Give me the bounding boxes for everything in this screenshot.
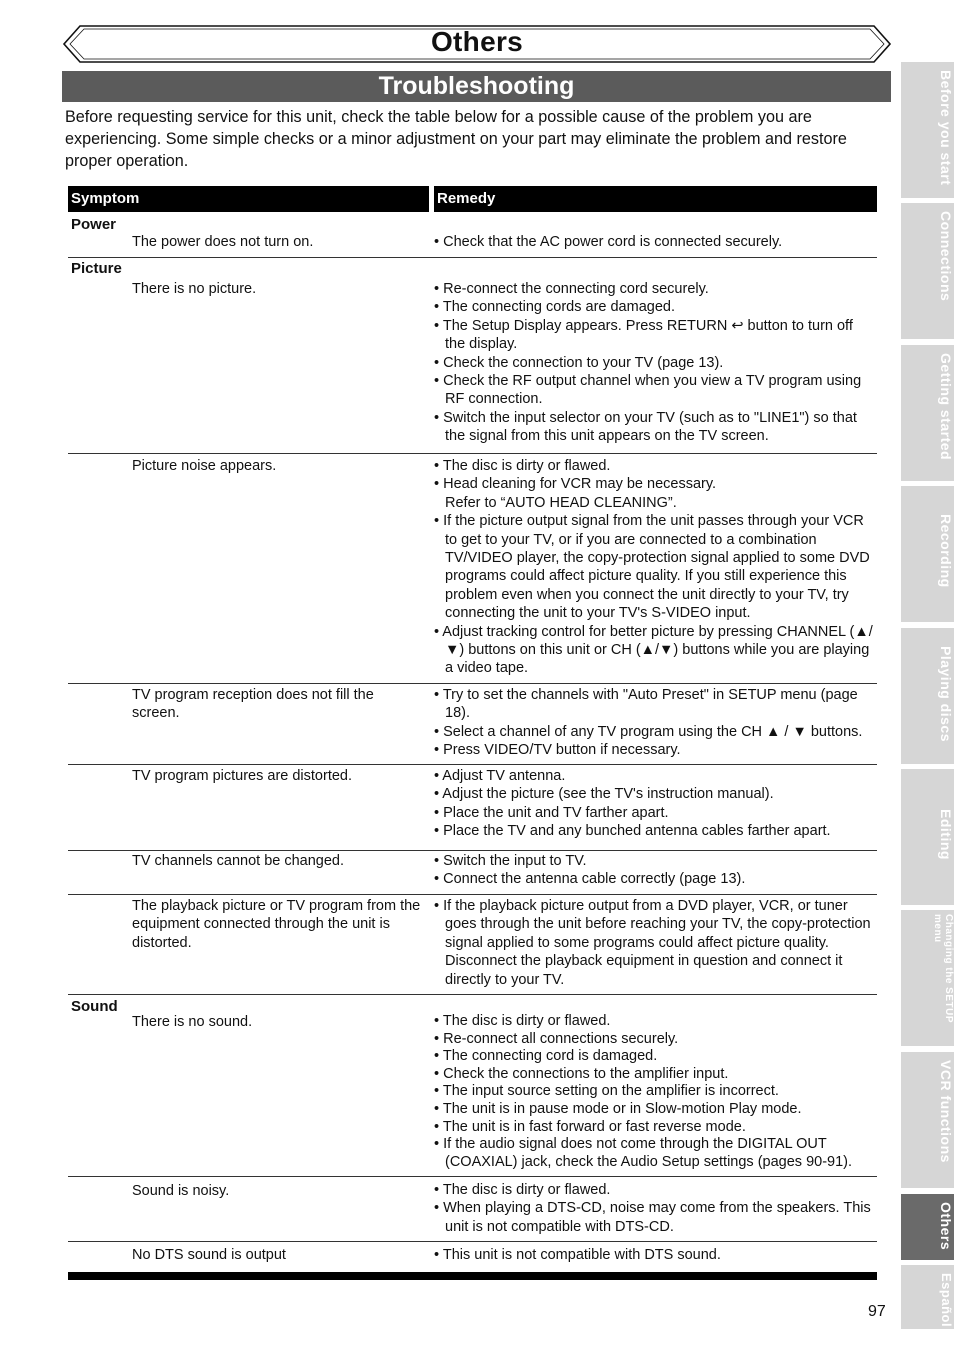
remedy-item: • If the audio signal does not come through the DIGITAL OUT (COAXIAL) jack, check the Audio Setup settings (pages 90-91). <box>434 1136 853 1170</box>
symptom-cell: TV program reception does not fill the screen. <box>132 687 374 722</box>
remedy-item: • Press VIDEO/TV button if necessary. <box>434 742 681 759</box>
side-tab-others[interactable]: Others <box>901 1194 954 1260</box>
remedy-cell <box>434 1246 876 1264</box>
row-divider <box>68 850 877 851</box>
row-divider <box>68 257 877 258</box>
remedy-item: • Re-connect the connecting cord securely. <box>434 281 709 297</box>
remedy-item: • Place the TV and any bunched antenna cables farther apart. <box>434 823 831 840</box>
symptom-cell: TV channels cannot be changed. <box>132 853 345 869</box>
side-tab-vcr-functions[interactable]: VCR functions <box>901 1052 954 1188</box>
row-divider <box>68 994 877 995</box>
symptom-cell: TV program pictures are distorted. <box>132 768 353 784</box>
row-divider <box>68 1241 877 1242</box>
remedy-item: • Check that the AC power cord is connected securely. <box>434 234 783 250</box>
row-divider <box>68 1176 877 1177</box>
symptom-cell: Sound is noisy. <box>132 1183 230 1199</box>
side-tab-connections[interactable]: Connections <box>901 203 954 339</box>
remedy-item: • Check the connections to the amplifier input. <box>434 1065 729 1082</box>
symptom-cell: Picture noise appears. <box>132 458 277 474</box>
remedy-item: • The input source setting on the amplifier is incorrect. <box>434 1083 779 1100</box>
remedy-item: • If the picture output signal from the unit passes through your VCR to get to your TV, or if you are connected to a combination TV/VIDEO player, the copy-protection signal applied to some DVD programs could affect picture quality. If you still experience this problem even when you connect the unit directly to your TV, try connecting the unit to your TV's S-VIDEO input. <box>434 513 870 622</box>
remedy-cell <box>434 852 876 889</box>
row-divider <box>68 453 877 454</box>
remedy-item: • The disc is dirty or flawed. <box>434 1182 611 1198</box>
remedy-item: • Select a channel of any TV program using the CH ▲ / ▼ buttons. <box>434 723 863 740</box>
row-divider <box>68 683 877 684</box>
row-divider <box>68 894 877 895</box>
header-remedy: Remedy <box>434 186 877 212</box>
remedy-item: • Connect the antenna cable correctly (page 13). <box>434 871 746 888</box>
remedy-item: • Switch the input to TV. <box>434 853 587 869</box>
remedy-item: • Adjust tracking control for better picture by pressing CHANNEL (▲/▼) buttons on this unit or CH (▲/▼) buttons while you are playing a video tape. <box>434 623 873 677</box>
category-sound: Sound <box>71 998 118 1015</box>
symptom-cell: There is no picture. <box>132 281 257 297</box>
remedy-item: • Try to set the channels with "Auto Preset" in SETUP menu (page 18). <box>434 687 858 722</box>
remedy-item: • The unit is in fast forward or fast reverse mode. <box>434 1118 746 1135</box>
remedy-item: • Re-connect all connections securely. <box>434 1030 679 1047</box>
chapter-banner <box>62 24 892 64</box>
remedy-item: • Check the connection to your TV (page 13). <box>434 354 724 371</box>
remedy-item: • Place the unit and TV farther apart. <box>434 804 669 821</box>
remedy-item: • This unit is not compatible with DTS sound. <box>434 1247 721 1263</box>
page-number: 97 <box>868 1303 886 1320</box>
remedy-cell <box>434 767 876 841</box>
remedy-item: • The unit is in pause mode or in Slow-motion Play mode. <box>434 1100 802 1117</box>
remedy-item: • Check the RF output channel when you view a TV program using RF connection. <box>434 373 862 408</box>
side-tab-getting-started[interactable]: Getting started <box>901 345 954 481</box>
remedy-item: • Switch the input selector on your TV (such as to "LINE1") so that the signal from this unit appears on the TV screen. <box>434 409 857 445</box>
category-power: Power <box>71 216 117 233</box>
category-picture: Picture <box>71 260 122 277</box>
section-title: Troubleshooting <box>62 71 891 102</box>
symptom-cell: No DTS sound is output <box>132 1247 286 1263</box>
remedy-cell <box>434 686 876 760</box>
remedy-cell <box>434 457 876 678</box>
header-symptom: Symptom <box>68 186 429 212</box>
side-tab-editing[interactable]: Editing <box>901 769 954 905</box>
remedy-item: • The Setup Display appears. Press RETURN ↩ button to turn off the display. <box>434 317 853 353</box>
remedy-cell <box>434 280 876 446</box>
row-divider <box>68 764 877 765</box>
side-tab-playing-discs[interactable]: Playing discs <box>901 628 954 764</box>
side-tab-espanol[interactable]: Español <box>901 1265 954 1329</box>
remedy-item: • The disc is dirty or flawed. <box>434 1013 611 1029</box>
side-tab-setup-menu[interactable]: Changing the SETUP menu <box>901 910 954 1046</box>
side-tab-before-you-start[interactable]: Before you start <box>901 62 954 198</box>
chapter-title: Others <box>430 26 524 57</box>
remedy-cell <box>434 233 876 251</box>
remedy-item: • Head cleaning for VCR may be necessary. <box>434 476 717 493</box>
remedy-item: • The disc is dirty or flawed. <box>434 458 611 474</box>
remedy-cell <box>434 897 876 989</box>
remedy-item: • When playing a DTS-CD, noise may come from the speakers. This unit is not compatible with DTS-CD. <box>434 1200 871 1235</box>
remedy-cell <box>434 1013 876 1171</box>
remedy-cell <box>434 1181 876 1236</box>
remedy-item: • The connecting cord is damaged. <box>434 1048 658 1065</box>
symptom-cell: The power does not turn on. <box>132 234 314 250</box>
symptom-cell: The playback picture or TV program from the equipment connected through the unit is distorted. <box>132 898 421 951</box>
side-tab-recording[interactable]: Recording <box>901 486 954 622</box>
remedy-note: Refer to “AUTO HEAD CLEANING”. <box>445 494 677 511</box>
table-bottom-bar <box>68 1272 877 1280</box>
remedy-item: • The connecting cords are damaged. <box>434 299 675 316</box>
remedy-item: • Adjust TV antenna. <box>434 768 566 784</box>
intro-paragraph: Before requesting service for this unit, check the table below for a possible cause of the problem you are experiencing. Some simple checks or a minor adjustment on your part may eliminate the problem and restore proper operation. <box>65 108 847 170</box>
remedy-item: • Adjust the picture (see the TV's instruction manual). <box>434 786 774 803</box>
symptom-cell: There is no sound. <box>132 1014 253 1030</box>
remedy-item: • If the playback picture output from a DVD player, VCR, or tuner goes through the unit before reaching your TV, the copy-protection signal applied to some programs could affect picture quality. Disconnect the playback equipment in question and connect it directly to your TV. <box>434 898 871 988</box>
